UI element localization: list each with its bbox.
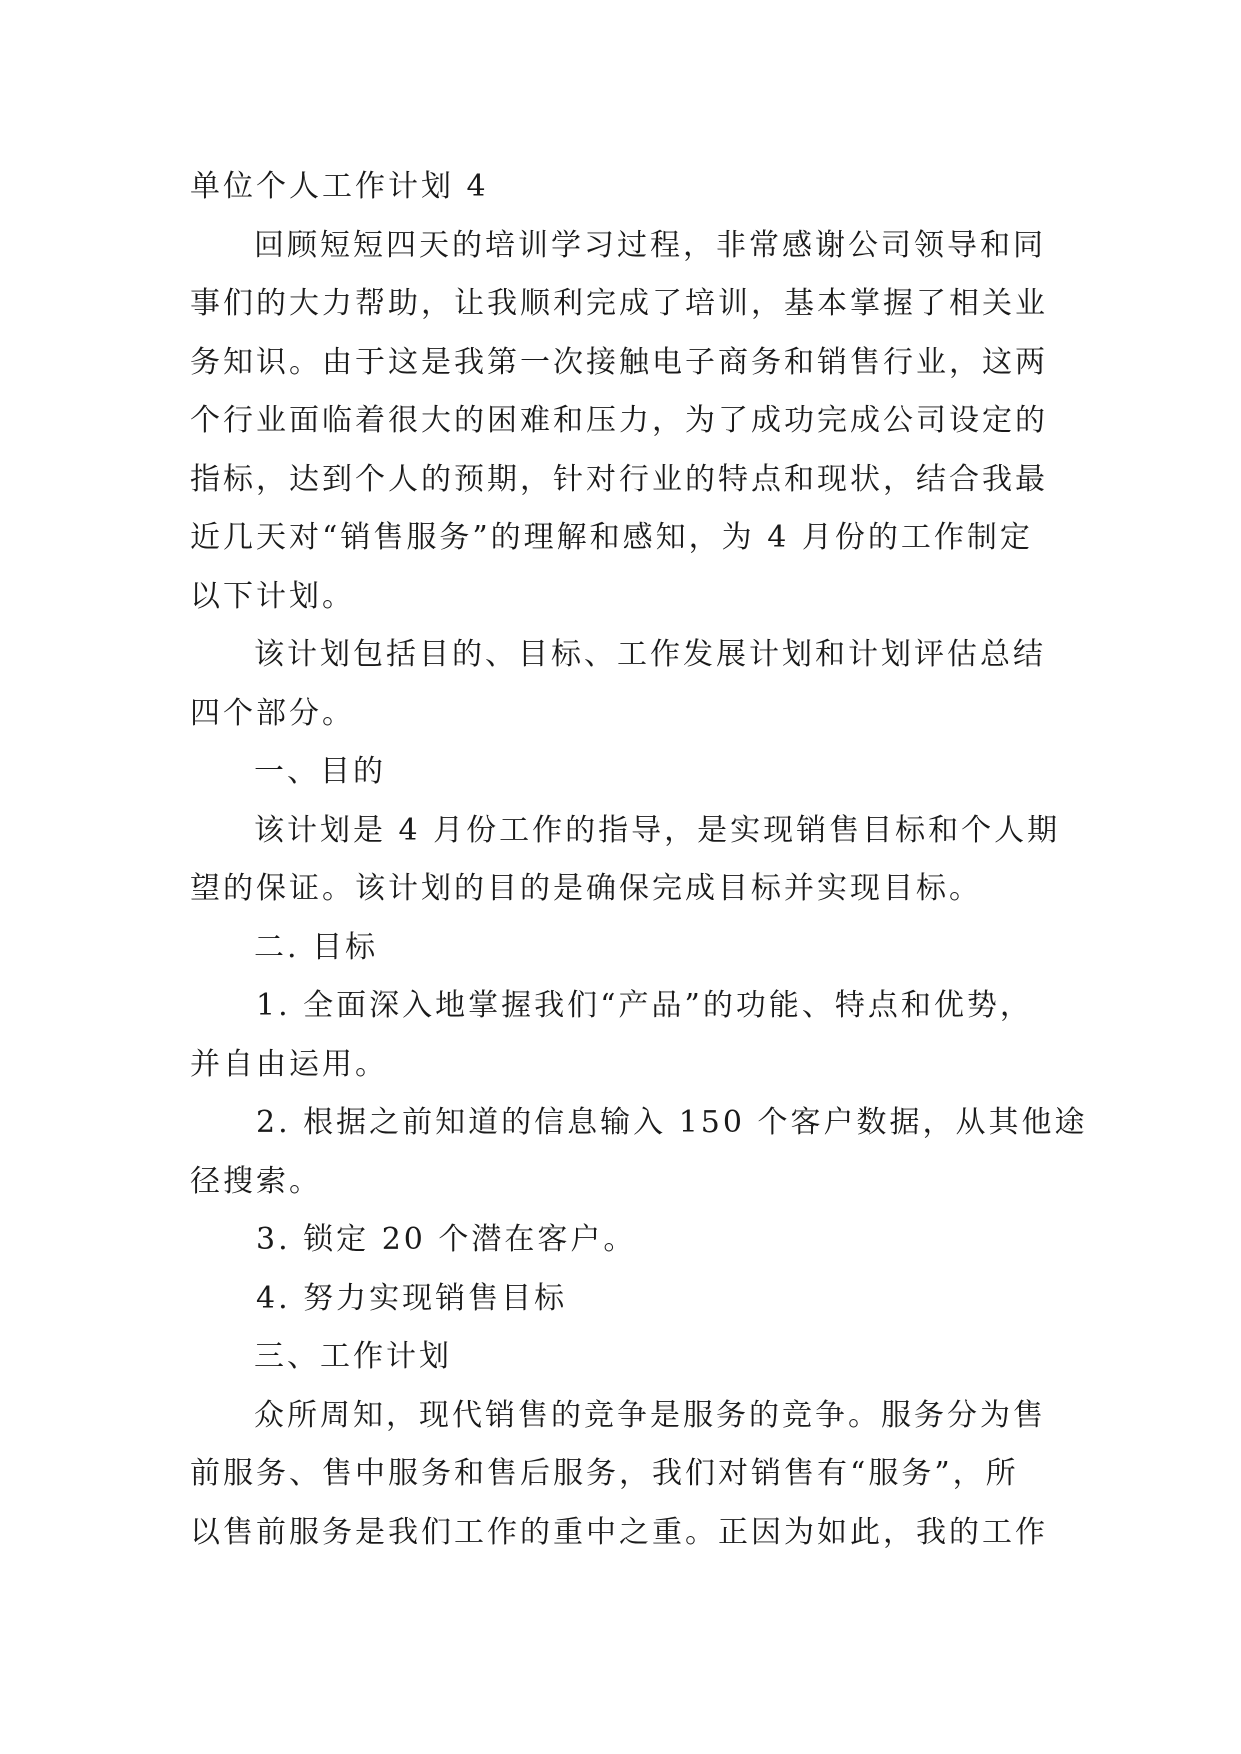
paragraph-line: 事们的大力帮助，让我顺利完成了培训，基本掌握了相关业	[190, 286, 1048, 321]
document-body	[190, 158, 1088, 1562]
list-item: 2. 根据之前知道的信息输入 150 个客户数据，从其他途	[256, 1105, 1088, 1140]
list-item: 3. 锁定 20 个潜在客户。	[256, 1222, 637, 1257]
paragraph-line: 以下计划。	[190, 578, 355, 614]
paragraph-line: 并自由运用。	[190, 1046, 388, 1082]
document-title: 单位个人工作计划 4	[190, 169, 489, 204]
paragraph-line: 众所周知，现代销售的竞争是服务的竞争。服务分为售	[254, 1397, 1046, 1433]
paragraph-line: 回顾短短四天的培训学习过程，非常感谢公司领导和同	[254, 227, 1046, 263]
paragraph-line: 近几天对“销售服务”的理解和感知，为 4 月份的工作制定	[190, 520, 1033, 555]
paragraph-line: 望的保证。该计划的目的是确保完成目标并实现目标。	[190, 871, 982, 906]
paragraph-line: 该计划是 4 月份工作的指导，是实现销售目标和个人期	[254, 812, 1061, 848]
paragraph-line: 径搜索。	[190, 1163, 322, 1199]
list-item: 1. 全面深入地掌握我们“产品”的功能、特点和优势，	[256, 988, 1033, 1023]
section-heading: 三、工作计划	[254, 1339, 452, 1374]
paragraph-line: 该计划包括目的、目标、工作发展计划和计划评估总结	[254, 637, 1046, 672]
paragraph-line: 四个部分。	[190, 695, 355, 731]
section-heading: 二. 目标	[254, 929, 379, 965]
paragraph-line: 以售前服务是我们工作的重中之重。正因为如此，我的工作	[190, 1514, 1048, 1550]
paragraph-line: 务知识。由于这是我第一次接触电子商务和销售行业，这两	[190, 344, 1048, 380]
list-item: 4. 努力实现销售目标	[256, 1280, 568, 1316]
paragraph-line: 指标，达到个人的预期，针对行业的特点和现状，结合我最	[190, 461, 1048, 497]
paragraph-line: 个行业面临着很大的困难和压力，为了成功完成公司设定的	[190, 403, 1048, 438]
paragraph-line: 前服务、售中服务和售后服务，我们对销售有“服务”，所	[190, 1456, 1019, 1491]
section-heading: 一、目的	[254, 754, 386, 789]
